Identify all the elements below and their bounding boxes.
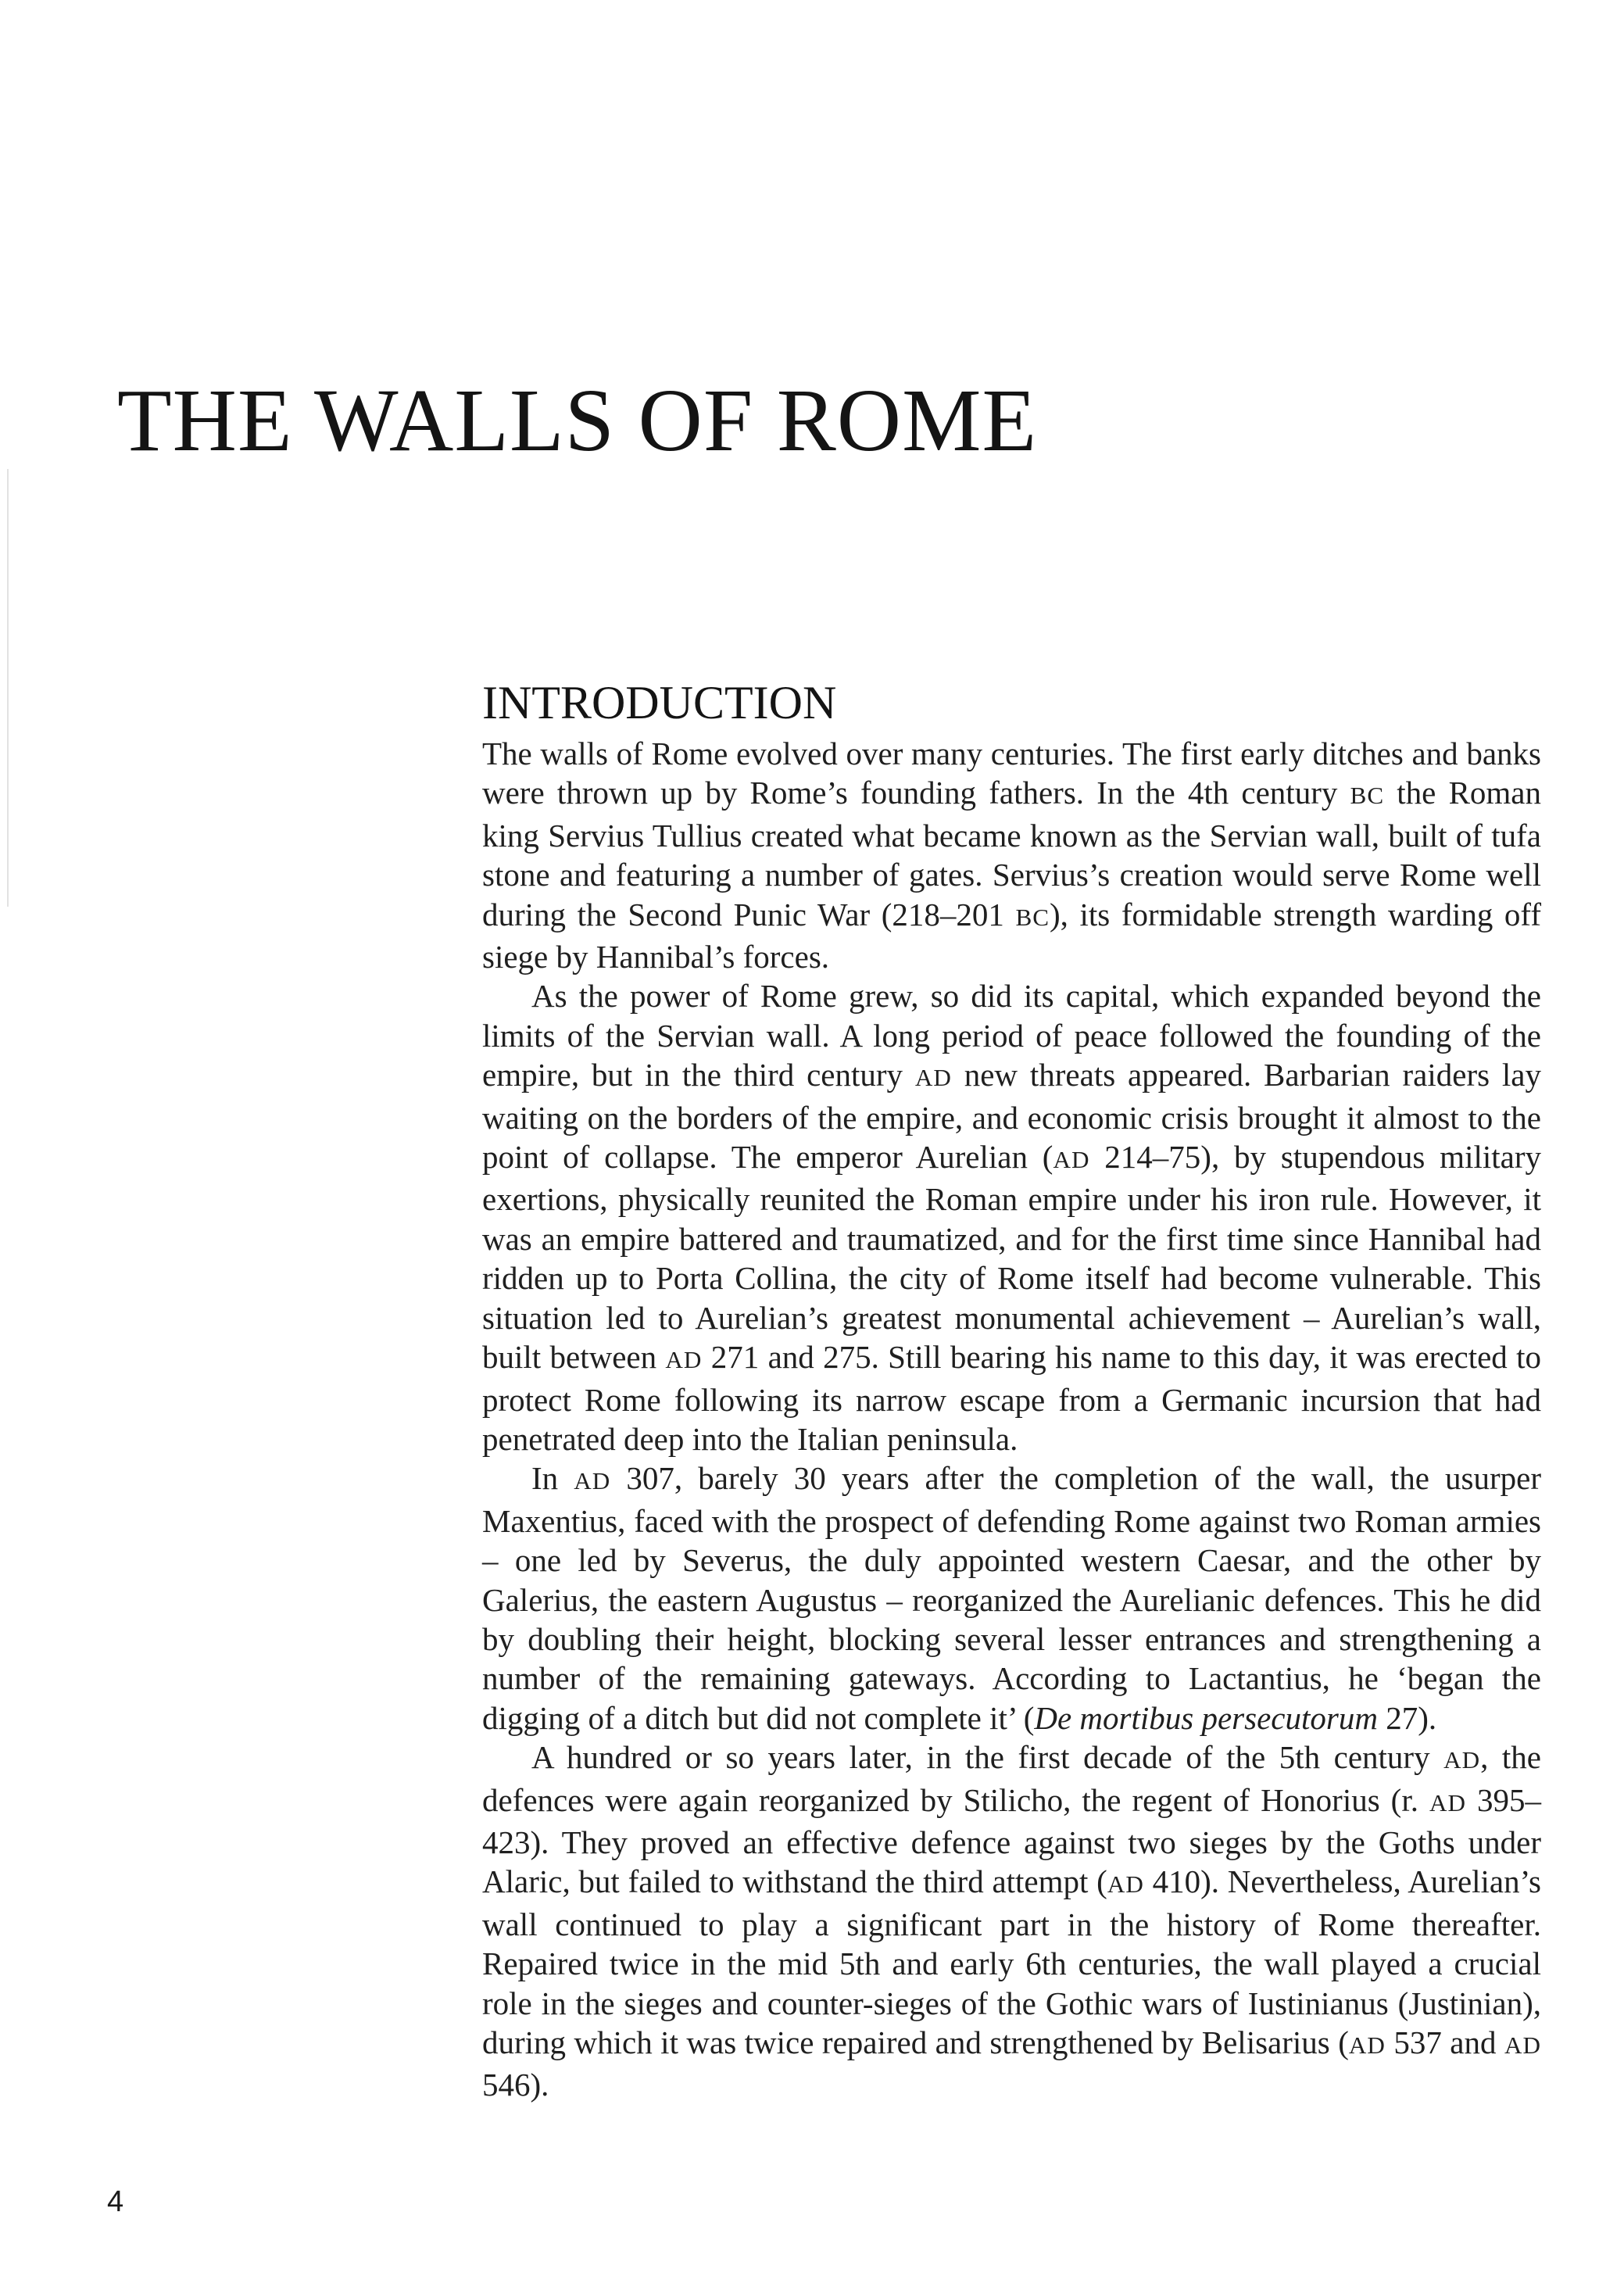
era-marker: AD [1429, 1788, 1466, 1816]
era-marker: BC [1350, 782, 1385, 810]
text-run: 214–75), by stupendous military exertions, physically reunited the Roman empire under his iron rule. However, it was an empire battered and traumatized, and for the first time since Hannibal had ridden up to Porta Collina, the city of Rome itself had become vulnerable. This situation led to Aurelian’s greatest monumental achievement – Aurelian’s wall, built between [482, 1139, 1541, 1376]
text-run: 395–423). They proved an effective defence against two sieges by the Goths under Alaric, but failed to withstand the third attempt ( [482, 1781, 1541, 1900]
era-marker: AD [1107, 1870, 1144, 1899]
era-marker: AD [1443, 1746, 1481, 1774]
body-text [482, 734, 1541, 2105]
section-heading: INTRODUCTION [482, 677, 837, 728]
text-run: 27). [1377, 1699, 1437, 1736]
text-run: ), its formidable strength warding off siege by Hannibal’s forces. [482, 896, 1541, 975]
text-run: A hundred or so years later, in the first decade of the 5th century [531, 1739, 1444, 1776]
text-run: In [531, 1460, 574, 1497]
text-run: 537 and [1385, 2024, 1504, 2060]
book-title: THE WALLS OF ROME [117, 370, 1038, 470]
text-run: the Roman king Servius Tullius created what became known as the Servian wall, built of tufa stone and featuring a number of gates. Servius’s creation would serve Rome well during the Second Punic War (218–201 [482, 775, 1542, 932]
paragraph-4 [482, 1738, 1541, 2105]
text-run: , the defences were again reorganized by Stilicho, the regent of Honorius (r. [482, 1739, 1541, 1818]
text-run: 307, barely 30 years after the completion of the wall, the usurper Maxentius, faced with the prospect of defending Rome against two Roman armies – one led by Severus, the duly appointed western Caesar, and the other by Galerius, the eastern Augustus – reorganized the Aurelianic defences. This he did by doubling their height, blocking several lesser entrances and strengthening a number of the remaining gateways. According to Lactantius, he ‘began the digging of a ditch but did not complete it’ ( [482, 1460, 1542, 1736]
era-marker: AD [1348, 2031, 1386, 2059]
text-run: The walls of Rome evolved over many centuries. The first early ditches and banks were thrown up by Rome’s founding fathers. In the 4th century [482, 736, 1541, 811]
page-edge-rule [7, 469, 9, 907]
era-marker: AD [1053, 1146, 1090, 1174]
era-marker: BC [1015, 903, 1050, 931]
text-run: new threats appeared. Barbarian raiders lay waiting on the borders of the empire, and economic crisis brought it almost to the point of collapse. The emperor Aurelian ( [482, 1057, 1541, 1176]
work-title: De mortibus persecutorum [1034, 1699, 1378, 1736]
text-run: 410). Nevertheless, Aurelian’s wall continued to play a significant part in the history of Rome thereafter. Repaired twice in the mid 5th and early 6th centuries, the wall played a crucial role in the sieges and counter-sieges of the Gothic wars of Iustinianus (Justinian), during which it was twice repaired and strengthened by Belisarius ( [482, 1863, 1541, 2060]
era-marker: AD [914, 1064, 952, 1092]
text-run: As the power of Rome grew, so did its capital, which expanded beyond the limits of the Servian wall. A long period of peace followed the founding of the empire, but in the third century [482, 978, 1541, 1093]
paragraph-2 [482, 976, 1541, 1459]
era-marker: AD [665, 1346, 703, 1374]
era-marker: AD [574, 1467, 611, 1495]
introduction-section [482, 674, 1541, 2105]
text-run: 546). [482, 2067, 549, 2103]
text-run: 271 and 275. Still bearing his name to this day, it was erected to protect Rome following its narrow escape from a Germanic incursion that had penetrated deep into the Italian peninsula. [482, 1339, 1541, 1457]
paragraph-1 [482, 734, 1541, 976]
era-marker: AD [1504, 2031, 1541, 2059]
page-number: 4 [107, 2185, 124, 2218]
paragraph-3 [482, 1459, 1541, 1738]
